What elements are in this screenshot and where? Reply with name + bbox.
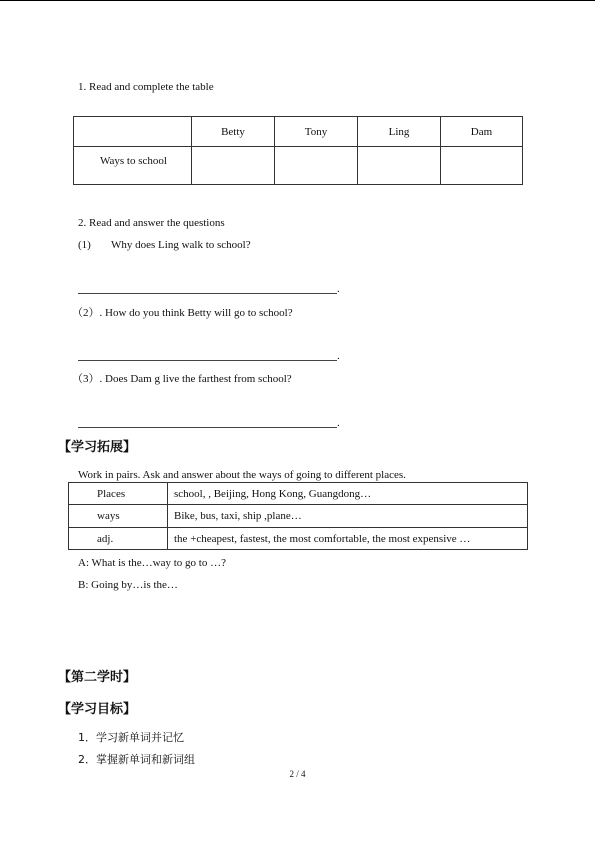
page-top-rule xyxy=(0,0,595,1)
ways-table-header-betty: Betty xyxy=(192,117,275,147)
ways-table-row xyxy=(74,147,523,185)
ways-table-corner-cell xyxy=(74,117,192,147)
ways-table-header-ling: Ling xyxy=(358,117,441,147)
question3-text: （3）. Does Dam g live the farthest from school? xyxy=(72,373,292,385)
answer1-period: . xyxy=(337,283,340,295)
ways-table-row-label: Ways to school xyxy=(74,147,192,185)
goal-item-1: 1．学习新单词并记忆 xyxy=(78,731,184,744)
lesson2-title: 【第二学时】 xyxy=(58,670,137,685)
question2-text: （2）. How do you think Betty will go to school? xyxy=(72,307,293,319)
pair-work-value: school, , Beijing, Hong Kong, Guangdong… xyxy=(168,483,528,505)
pair-work-row xyxy=(69,505,528,528)
answer2-line[interactable] xyxy=(78,360,337,361)
pair-work-label: ways xyxy=(69,505,168,528)
ways-table-cell-ling[interactable] xyxy=(358,147,441,185)
section2-heading: 2. Read and answer the questions xyxy=(78,217,225,229)
answer1-line[interactable] xyxy=(78,293,337,294)
pair-work-label: adj. xyxy=(69,528,168,550)
pair-work-row xyxy=(69,528,528,550)
ways-table-cell-tony[interactable] xyxy=(275,147,358,185)
ways-table xyxy=(73,116,523,185)
pair-work-label: Places xyxy=(69,483,168,505)
ways-table-cell-dam[interactable] xyxy=(441,147,523,185)
question1-text: Why does Ling walk to school? xyxy=(111,239,251,251)
expand-title: 【学习拓展】 xyxy=(58,440,137,455)
ways-table-header-dam: Dam xyxy=(441,117,523,147)
question1-number: (1) xyxy=(78,239,91,251)
pair-work-row xyxy=(69,483,528,505)
dialog-a: A: What is the…way to go to …? xyxy=(78,557,226,569)
pair-work-value: the +cheapest, fastest, the most comfortable, the most expensive … xyxy=(168,528,528,550)
learning-goals-title: 【学习目标】 xyxy=(58,702,137,717)
goal-item-2: 2．掌握新单词和新词组 xyxy=(78,753,195,766)
page-number: 2 / 4 xyxy=(289,769,306,779)
pair-work-table xyxy=(68,482,528,550)
answer3-period: . xyxy=(337,417,340,429)
ways-table-header-tony: Tony xyxy=(275,117,358,147)
ways-table-cell-betty[interactable] xyxy=(192,147,275,185)
pair-work-value: Bike, bus, taxi, ship ,plane… xyxy=(168,505,528,528)
answer3-line[interactable] xyxy=(78,427,337,428)
dialog-b: B: Going by…is the… xyxy=(78,579,178,591)
section1-heading: 1. Read and complete the table xyxy=(78,81,214,93)
ways-table-header-row xyxy=(74,117,523,147)
answer2-period: . xyxy=(337,350,340,362)
expand-instruction: Work in pairs. Ask and answer about the ways of going to different places. xyxy=(78,469,406,481)
